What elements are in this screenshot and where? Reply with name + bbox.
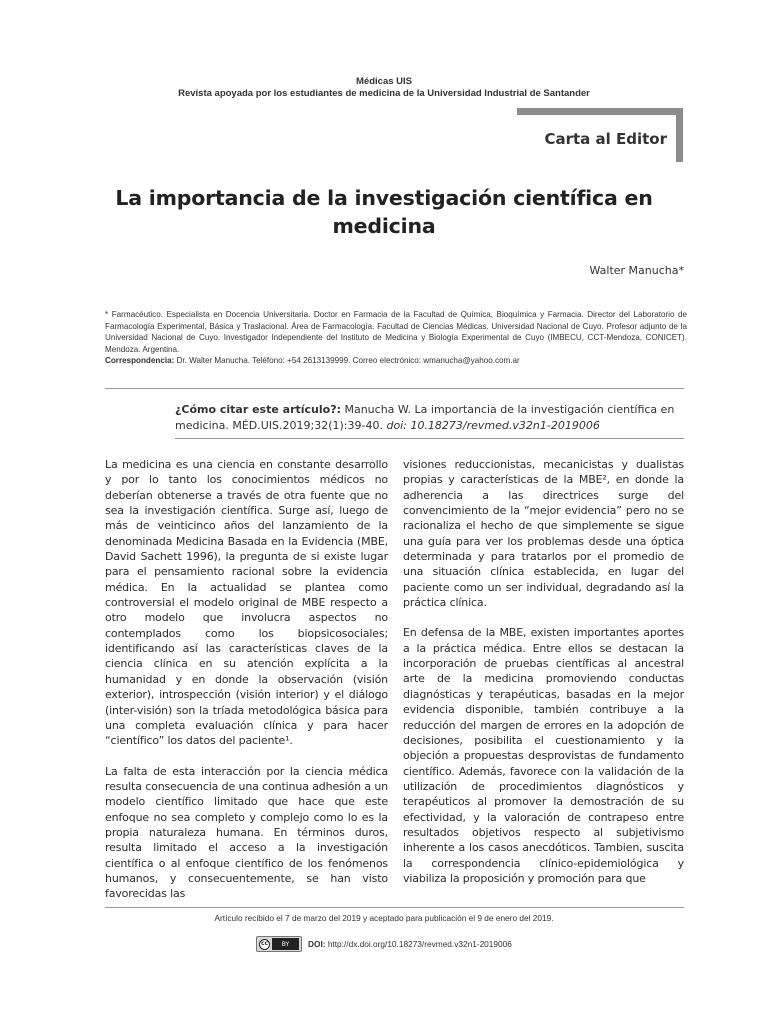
paragraph: visiones reduccionistas, mecanicistas y dualistas propias y características de la MBE², en donde la adherencia a las directrices surge del convencimiento de la “mejor evidencia” pero no se racionaliza el hecho de que simplemente se sigue una guía para ver los problemas desde una óptica determinada y para tratarlos por el promedio de una situación clínica establecida, en lugar del paciente como un ser individual, degradando así la práctica clínica. [403,458,684,610]
journal-name: Médicas UIS [356,76,412,87]
cc-icon: cc [259,939,270,950]
paragraph: En defensa de la MBE, existen importantes aportes a la práctica médica. Entre ellos se destacan la incorporación de pruebas científicas al ancestral arte de la medicina promoviendo conductas diagnósticas y terapéuticas, basadas en la mejor evidencia disponible, también contribuye a la reducción del margen de errores en la adopción de decisiones, posibilita el cuestionamiento y la objeción a propuestas desprovistas de fundamento científico. Además, favorece con la validación de la utilización de procedimientos diagnósticos y terapéuticos al promover la demostración de su efectividad, y la valoración de contrapeso entre resultados objetivos respecto al subjetivismo inherente a los casos anecdóticos. Tambien, suscita la correspondencia clínico-epidemiológica y viabiliza la proposición y promoción para que [403,626,684,885]
section-label: Carta al Editor [544,130,667,148]
correspondence [105,355,687,367]
affiliation-text: * Farmacéutico. Especialista en Docencia Universitaria. Doctor en Farmacia de la Facultad de Química, Bioquímica y Farmacia. Director del Laboratorio de Farmacología Experimental, Básica y Traslacional. Área de Farmacología. Facultad de Ciencias Médicas. Universidad Nacional de Cuyo. Profesor adjunto de la Universidad Nacional de Cuyo. Investigador Independiente del Instituto de Medicina y Biología Experimental de Cuyo (IMBECU, CCT-Mendoza, CONICET). Mendoza. Argentina. [105,310,687,354]
doi-row [256,935,512,953]
body-column-left [105,457,388,917]
correspondence-text: Dr. Walter Manucha. Teléfono: +54 2613139999. Correo electrónico: wmanucha@yahoo.com.ar [174,356,520,366]
journal-subtitle: Revista apoyada por los estudiantes de medicina de la Universidad Industrial de Santander [178,88,590,99]
citation-doi[interactable]: doi: 10.18273/revmed.v32n1-2019006 [386,419,600,432]
article-author: Walter Manucha* [589,264,684,277]
citation-text: Manucha W. La importancia de la investigación científica en medicina. MÉD.UIS.2019;32(1):39-40. [175,403,675,432]
section-bar-vertical [676,108,683,162]
citation-block [175,402,685,434]
body-column-right [403,457,684,901]
article-title: La importancia de la investigación científica en medicina [115,186,653,238]
doi-label: DOI: [308,939,326,949]
received-date: Artículo recibido el 7 de marzo del 2019 y aceptado para publicación el 9 de enero del 2019. [214,913,554,923]
paragraph: La medicina es una ciencia en constante desarrollo y por lo tanto los conocimientos médicos no deberían obtenerse a través de otra fuente que no sea la investigación científica. Surge así, luego de más de veinticinco años del lanzamiento de la denominada Medicina Basada en la Evidencia (MBE, David Sachett 1996), la pregunta de si existe lugar para el pensamiento racional sobre la evidencia médica. En la actualidad se plantea como controversial el modelo original de MBE respecto a otro modelo que involucra aspectos no contemplados como los biopsicosociales; identificando así las características claves de la ciencia clínica en su atención explícita a la humanidad y en donde la observación (visión exterior), introspección (visión interior) y el diálogo (inter-visión) son la tríada metodológica básica para una completa evaluación clínica y para hacer “científico” los datos del paciente¹. [105,458,388,748]
cc-license-badge[interactable] [256,936,302,952]
doi-link[interactable] [308,939,512,949]
doi-url[interactable]: http://dx.doi.org/10.18273/revmed.v32n1-2019006 [325,939,512,949]
divider-footer [105,907,684,908]
section-bar-horizontal [517,108,683,115]
divider-citation [175,438,684,439]
divider-top [105,388,684,389]
paragraph: La falta de esta interacción por la ciencia médica resulta consecuencia de una continua adhesión a un modelo científico limitado que hace que este enfoque no sea completo y complejo como lo es la propia naturaleza humana. En términos duros, resulta limitado el acceso a la investigación científica o al enfoque científico de los fenómenos humanos, y consecuentemente, se han visto favorecidas las [105,764,388,901]
correspondence-label: Correspondencia: [105,356,175,366]
author-affiliation [105,309,687,367]
cc-by-icon: BY [272,938,299,950]
citation-label: ¿Cómo citar este artículo?: [175,403,341,416]
